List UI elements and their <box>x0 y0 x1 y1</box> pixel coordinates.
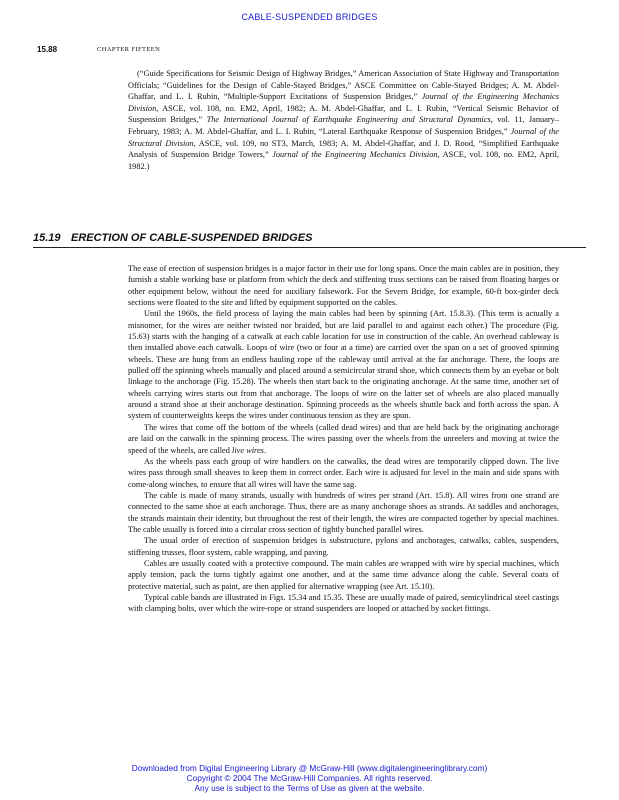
text-run: The usual order of erection of suspension bridges is substructure, pylons and anchorages, catwalks, cables, suspenders, stiffening trusses, floor system, cable wrapping, and paving. <box>128 536 559 557</box>
footer-terms-line[interactable]: Any use is subject to the Terms of Use as given at the website. <box>194 783 425 793</box>
text-run: As the wheels pass each group of wire handlers on the catwalks, the dead wires are temporarily clipped down. The live wires pass through small sheaves to keep them in correct order. Each wire is adjusted for level in the main and side spans with come-along winches, to ensure that all wires will have the same sag. <box>128 456 559 489</box>
text-run: (“Guide Specifications for Seismic Design of Highway Bridges,” American Association of State Highway and Transportation Officials; “Guidelines for the Design of Cable-Stayed Bridges,” ASCE Committee on Cable-Stayed Bridges; A. M. Abdel-Ghaffar, and L. I. Rubin, “Multiple-Support Excitations of Suspension Bridges,” <box>128 69 559 102</box>
footer-download-line[interactable]: Downloaded from Digital Engineering Library @ McGraw-Hill (www.digitalengineeringlibrary.com) <box>131 763 488 773</box>
section-rule <box>33 247 586 248</box>
footer <box>0 763 619 793</box>
italic-run: Journal of the Engineering Mechanics Division <box>272 150 438 160</box>
body-text <box>128 263 559 615</box>
running-header: CABLE-SUSPENDED BRIDGES <box>241 12 378 22</box>
text-run: The ease of erection of suspension bridges is a major factor in their use for long spans. Once the main cables are in position, they furnish a stable working base or platform from which the deck and stiffening truss sections can be raised from floating barges or other equipment below, without the need for auxiliary falsework. For the Severn Bridge, for example, 60-ft box-girder deck sections were floated to the site and lifted by equipment supported on the cables. <box>128 264 559 308</box>
section-title: ERECTION OF CABLE-SUSPENDED BRIDGES <box>71 232 313 244</box>
text-run: Until the 1960s, the field process of laying the main cables had been by spinning (Art. 15.8.3). (This term is actually a misnomer, for the wires are neither twisted nor braided, but are laid parallel to and against each other.) The procedure (Fig. 15.63) starts with the hanging of a catwalk at each cable location for use in construction of the cable. An overhead cableway is then installed above each catwalk. Loops of wire (two or four at a time) are carried over the span on a set of grooved spinning wheels. These are hung from an endless hauling rope of the cableway until arrival at the far anchorage. There, the loops are pulled off the spinning wheels manually and placed around a semicircular strand shoe, which connects them by an eyebar or bolt linkage to the anchorage (Fig. 15.28). The wheels then start back to the originating anchorage. At the same time, another set of wheels carrying wires starts out from that anchorage. The loops of wire on the latter set of wheels are also placed manually around a strand shoe at their anchorage destination. Spinning proceeds as the wheels shuttle back and forth across the span. A system of counterweights keeps the wires under continuous tension as they are spun. <box>128 309 559 421</box>
text-run: , ASCE, vol. 109, no ST3, March, 1983; A. M. Abdel-Ghaffar, and J. D. Rood, “Simplified Earthquake Analysis of Suspension Bridge Towers,” <box>128 138 559 160</box>
body-paragraph <box>128 308 559 421</box>
text-run: . <box>263 445 267 455</box>
text-run: , vol. 11, January–February, 1983; A. M. Abdel-Ghaffar, and L. I. Rubin, “Lateral Earthquake Response of Suspension Bridges,” <box>128 115 560 136</box>
body-paragraph <box>128 592 559 615</box>
footer-copyright-line: Copyright © 2004 The McGraw-Hill Companies. All rights reserved. <box>186 773 433 783</box>
page-number: 15.88 <box>37 45 58 54</box>
section-number: 15.19 <box>33 232 61 244</box>
body-paragraph <box>128 558 559 592</box>
italic-run: The International Journal of Earthquake Engineering and Structural Dynamics <box>206 115 491 125</box>
reference-block <box>128 68 559 172</box>
italic-run: Journal of the Engineering Mechanics Division <box>128 92 560 113</box>
body-paragraph <box>128 263 559 308</box>
italic-run: live wires <box>232 445 264 455</box>
text-run: The wires that come off the bottom of the wheels (called dead wires) and that are held back by the originating anchorage are laid on the catwalk in the spinning process. The wires passing over the wheels from the unreelers and moving at twice the speed of the wheels, are called <box>128 422 559 455</box>
text-run: The cable is made of many strands, usually with hundreds of wires per strand (Art. 15.8). All wires from one strand are connected to the same shoe at each anchorage. Thus, there are as many anchorage shoes as strands. At saddles and anchorages, the strands maintain their identity, but throughout the rest of their length, the wires are compacted together by special machines. The cable usually is forced into a circular cross section of tightly bunched parallel wires. <box>128 490 559 534</box>
text-run: , ASCE, vol. 108, no. EM2, April, 1982.) <box>128 150 560 171</box>
body-paragraph <box>128 456 559 490</box>
body-paragraph <box>128 490 559 535</box>
body-paragraph <box>128 422 559 456</box>
italic-run: Journal of the Structural Division <box>128 126 560 148</box>
body-paragraph <box>128 535 559 558</box>
text-run: , ASCE, vol. 108, no. EM2, April, 1982; A. M. Abdel-Ghaffar, and L. I. Rubin, “Vertical Seismic Behavior of Suspension Bridges,” <box>128 103 559 125</box>
text-run: Cables are usually coated with a protective compound. The main cables are wrapped with wire by special machines, which apply tension, pack the turns tightly against one another, and at the same time advance along the cable. Several coats of protective material, such as paint, are then applied for alternative wrapping (see Art. 15.10). <box>128 558 559 591</box>
section-heading <box>33 232 584 244</box>
text-run: Typical cable bands are illustrated in Figs. 15.34 and 15.35. These are usually made of paired, semicylindrical steel castings with clamping bolts, over which the wire-rope or strand suspenders are looped or attached by socket fittings. <box>128 592 559 614</box>
reference-paragraph <box>128 68 559 172</box>
chapter-label: CHAPTER FIFTEEN <box>97 46 161 53</box>
